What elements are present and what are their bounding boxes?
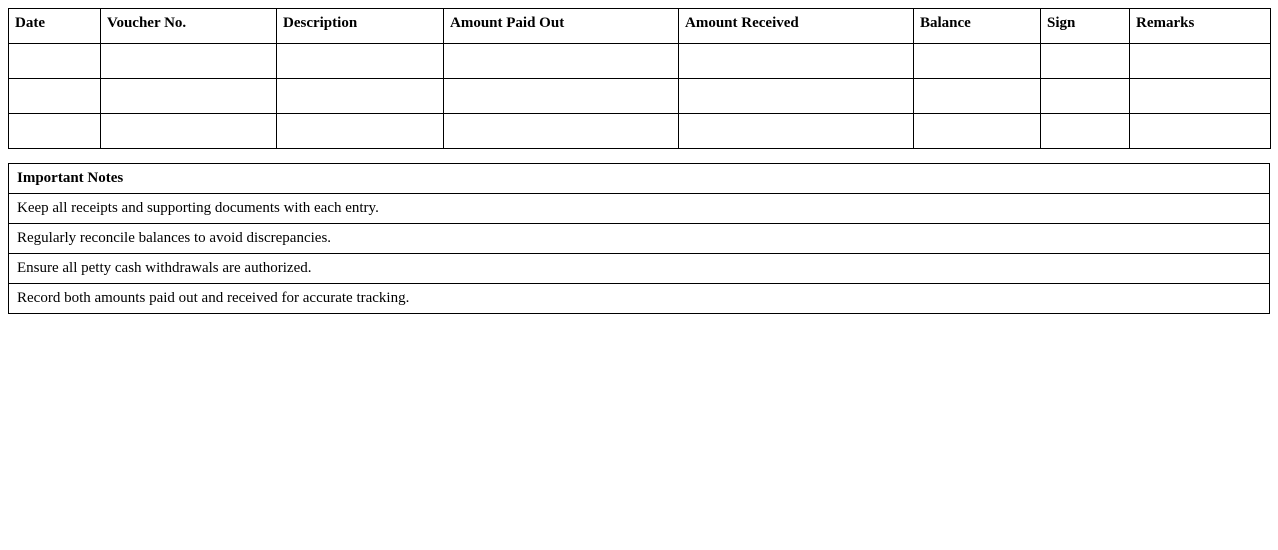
note-item: Keep all receipts and supporting documents with each entry. <box>9 194 1270 224</box>
cell-description[interactable] <box>277 79 444 114</box>
notes-heading: Important Notes <box>9 164 1270 194</box>
cell-remarks[interactable] <box>1130 114 1271 149</box>
column-header-remarks: Remarks <box>1130 9 1271 44</box>
note-item: Regularly reconcile balances to avoid discrepancies. <box>9 224 1270 254</box>
cell-description[interactable] <box>277 114 444 149</box>
table-row <box>9 114 1271 149</box>
cell-amount-paid-out[interactable] <box>444 44 679 79</box>
column-header-date: Date <box>9 9 101 44</box>
list-item <box>9 284 1270 314</box>
cell-amount-received[interactable] <box>679 79 914 114</box>
cell-sign[interactable] <box>1041 114 1130 149</box>
column-header-amount-received: Amount Received <box>679 9 914 44</box>
table-spacer <box>8 149 1270 163</box>
list-item <box>9 194 1270 224</box>
cell-date[interactable] <box>9 114 101 149</box>
table-row <box>9 44 1271 79</box>
cell-voucher-no[interactable] <box>101 79 277 114</box>
cell-balance[interactable] <box>914 44 1041 79</box>
cell-amount-paid-out[interactable] <box>444 79 679 114</box>
cell-voucher-no[interactable] <box>101 114 277 149</box>
petty-cash-ledger-table <box>8 8 1271 149</box>
cell-date[interactable] <box>9 79 101 114</box>
cell-amount-received[interactable] <box>679 44 914 79</box>
ledger-header-row <box>9 9 1271 44</box>
column-header-balance: Balance <box>914 9 1041 44</box>
column-header-voucher-no: Voucher No. <box>101 9 277 44</box>
list-item <box>9 254 1270 284</box>
column-header-amount-paid-out: Amount Paid Out <box>444 9 679 44</box>
important-notes-table <box>8 163 1270 314</box>
cell-remarks[interactable] <box>1130 44 1271 79</box>
note-item: Ensure all petty cash withdrawals are authorized. <box>9 254 1270 284</box>
notes-heading-row <box>9 164 1270 194</box>
cell-description[interactable] <box>277 44 444 79</box>
cell-date[interactable] <box>9 44 101 79</box>
cell-sign[interactable] <box>1041 79 1130 114</box>
column-header-sign: Sign <box>1041 9 1130 44</box>
column-header-description: Description <box>277 9 444 44</box>
cell-amount-paid-out[interactable] <box>444 114 679 149</box>
list-item <box>9 224 1270 254</box>
table-row <box>9 79 1271 114</box>
cell-remarks[interactable] <box>1130 79 1271 114</box>
cell-balance[interactable] <box>914 114 1041 149</box>
cell-voucher-no[interactable] <box>101 44 277 79</box>
cell-amount-received[interactable] <box>679 114 914 149</box>
cell-sign[interactable] <box>1041 44 1130 79</box>
cell-balance[interactable] <box>914 79 1041 114</box>
note-item: Record both amounts paid out and received for accurate tracking. <box>9 284 1270 314</box>
